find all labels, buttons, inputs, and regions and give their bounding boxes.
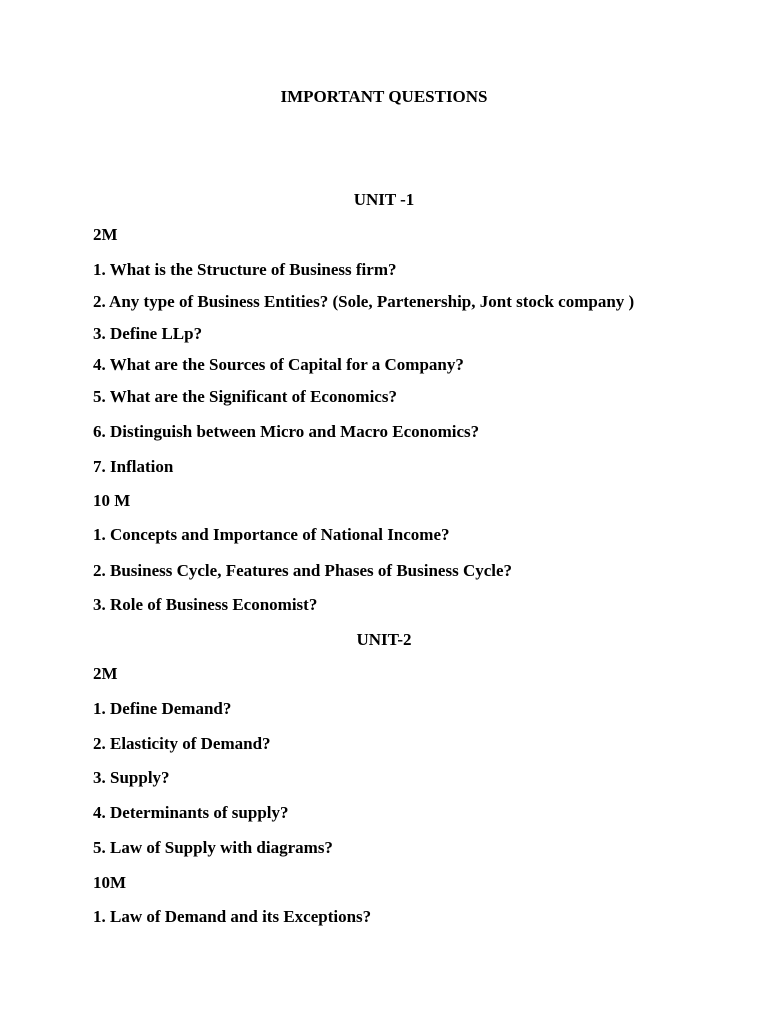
question-item: 3. Role of Business Economist? <box>93 595 318 614</box>
question-item: 1. Law of Demand and its Exceptions? <box>93 907 372 926</box>
question-item: 3. Supply? <box>93 768 170 787</box>
document-title: IMPORTANT QUESTIONS <box>280 87 488 106</box>
unit-2-10m-marks-heading: 10M <box>93 873 127 892</box>
question-item: 4. What are the Sources of Capital for a Company? <box>93 355 464 374</box>
question-item: 2. Any type of Business Entities? (Sole, Partenership, Jont stock company ) <box>93 292 635 311</box>
unit-2-2m-marks-heading: 2M <box>93 664 118 683</box>
unit-1-2m-marks-heading: 2M <box>93 225 118 244</box>
question-item: 5. What are the Significant of Economics? <box>93 387 397 406</box>
question-item: 4. Determinants of supply? <box>93 803 289 822</box>
question-item: 7. Inflation <box>93 457 174 476</box>
question-item: 6. Distinguish between Micro and Macro Economics? <box>93 422 480 441</box>
unit-1-heading: UNIT -1 <box>353 190 415 209</box>
question-item: 3. Define LLp? <box>93 324 203 343</box>
question-item: 5. Law of Supply with diagrams? <box>93 838 333 857</box>
question-item: 2. Business Cycle, Features and Phases of Business Cycle? <box>93 561 513 580</box>
question-item: 1. Concepts and Importance of National Income? <box>93 525 450 544</box>
question-item: 1. Define Demand? <box>93 699 232 718</box>
question-item: 2. Elasticity of Demand? <box>93 734 271 753</box>
unit-2-heading: UNIT-2 <box>356 630 412 649</box>
question-item: 1. What is the Structure of Business firm? <box>93 260 397 279</box>
unit-1-10m-marks-heading: 10 M <box>93 491 131 510</box>
